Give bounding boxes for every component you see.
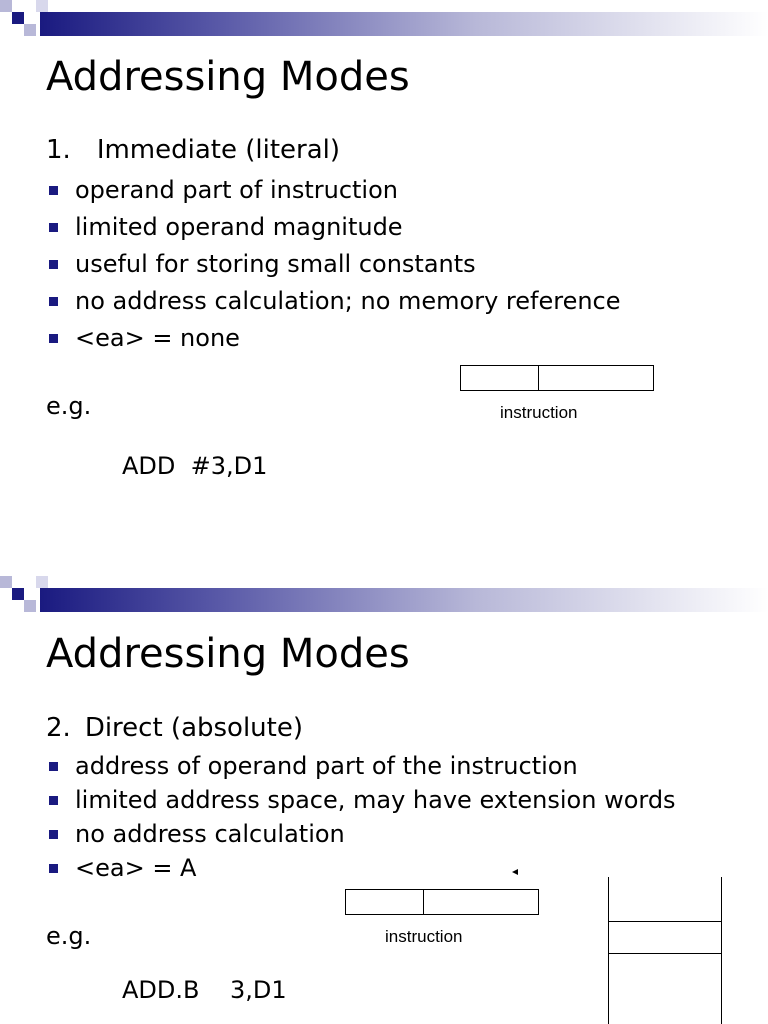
square-bullet-icon: [49, 864, 58, 873]
header-decoration-square: [36, 0, 48, 12]
opcode-field: [346, 890, 424, 914]
header-gradient-bar: [40, 12, 768, 36]
arrowhead-icon: [512, 869, 518, 875]
header-decoration-square: [24, 24, 36, 36]
bullet-item: no address calculation; no memory reference: [46, 285, 621, 322]
slide-title: Addressing Modes: [46, 631, 410, 677]
memory-cell-divider: [608, 953, 722, 954]
header-gradient-bar: [40, 588, 768, 612]
bullet-item: no address calculation: [46, 818, 676, 852]
square-bullet-icon: [49, 796, 58, 805]
instruction-label: instruction: [385, 927, 463, 946]
code-example: [122, 920, 335, 1024]
address-field: [424, 890, 538, 914]
opcode-field: [461, 366, 539, 390]
bullet-item: useful for storing small constants: [46, 248, 621, 285]
bullet-item: operand part of instruction: [46, 174, 621, 211]
square-bullet-icon: [49, 223, 58, 232]
operand-field: [539, 366, 653, 390]
header-decoration-square: [0, 0, 12, 12]
code-line: ADD.B 3,D1: [122, 976, 287, 1004]
mode-heading: [46, 713, 303, 743]
square-bullet-icon: [49, 260, 58, 269]
header-decoration-square: [0, 576, 12, 588]
header-decoration-square: [24, 600, 36, 612]
header-decoration-square: [12, 588, 24, 600]
bullet-item: limited address space, may have extension words: [46, 784, 676, 818]
mode-name: Direct (absolute): [84, 713, 303, 743]
mode-number: 1.: [46, 135, 71, 165]
bullet-list: [46, 750, 676, 886]
square-bullet-icon: [49, 334, 58, 343]
bullet-item: <ea> = A: [46, 852, 676, 886]
memory-right-border: [721, 877, 722, 1024]
bullet-item: address of operand part of the instruction: [46, 750, 676, 784]
instruction-label: instruction: [500, 403, 578, 422]
bullet-list: [46, 174, 621, 359]
square-bullet-icon: [49, 830, 58, 839]
slide-2: [0, 576, 768, 1024]
instruction-diagram-box: [345, 889, 539, 915]
instruction-diagram-box: [460, 365, 654, 391]
code-example: [122, 391, 294, 512]
memory-left-border: [608, 877, 609, 1024]
bullet-item: limited operand magnitude: [46, 211, 621, 248]
example-label: e.g.: [46, 392, 92, 420]
mode-name: Immediate (literal): [96, 135, 341, 165]
slide-title: Addressing Modes: [46, 54, 410, 100]
bullet-item: <ea> = none: [46, 322, 621, 359]
header-decoration-square: [12, 12, 24, 24]
square-bullet-icon: [49, 297, 58, 306]
header-decoration-square: [36, 576, 48, 588]
mode-number: 2.: [46, 713, 71, 743]
code-line: ADD #3,D1: [122, 452, 268, 480]
square-bullet-icon: [49, 762, 58, 771]
mode-heading: [46, 135, 340, 165]
example-label: e.g.: [46, 922, 92, 950]
memory-cell-divider: [608, 921, 722, 922]
square-bullet-icon: [49, 186, 58, 195]
